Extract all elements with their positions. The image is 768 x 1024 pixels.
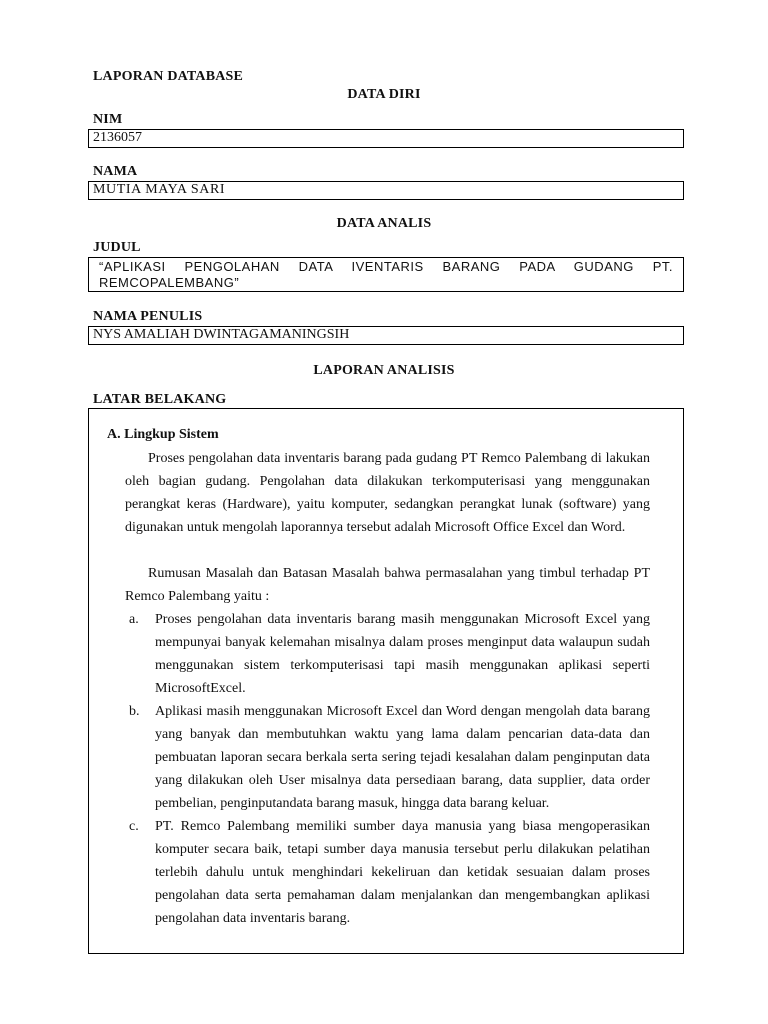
latar-belakang-box	[88, 408, 684, 954]
judul-line-2: REMCOPALEMBANG”	[99, 275, 240, 290]
list-item	[125, 700, 650, 815]
data-analis-heading: DATA ANALIS	[336, 216, 432, 231]
list-item-text: Aplikasi masih menggunakan Microsoft Excel dan Word dengan mengolah data barang yang banyak dan membutuhkan waktu yang lama dalam pencarian data-data dan pembuatan laporan secara berkala serta sering tejadi kesalahan dalam penginputan data yang dilakukan oleh User misalnya data persediaan barang, data supplier, data order pembelian, penginputandata barang masuk, hingga data barang keluar.	[155, 704, 650, 811]
judul-field	[88, 257, 684, 292]
penulis-field	[88, 326, 684, 345]
paragraph-1: Proses pengolahan data inventaris barang pada gudang PT Remco Palembang di lakukan oleh bagian gudang. Pengolahan data dilakukan terkomputerisasi yang menggunakan perangkat keras (Hardware), yaitu komputer, sedangkan perangkat lunak (software) yang digunakan untuk mengolah laporannya tersebut adalah Microsoft Office Excel dan Word.	[125, 451, 650, 535]
list-marker: c.	[129, 819, 139, 834]
data-diri-heading: DATA DIRI	[347, 87, 421, 102]
nama-field	[88, 181, 684, 200]
nama-value: MUTIA MAYA SARI	[93, 182, 226, 197]
report-title: LAPORAN DATABASE	[93, 69, 244, 84]
list-item-text: PT. Remco Palembang memiliki sumber daya manusia yang biasa mengoperasikan komputer secara baik, tetapi sumber daya manusia tersebut perlu dilakukan pelatihan terlebih dahulu untuk menghindari kekeliruan dan ketidak sesuaian dalam proses pengolahan data serta pemahaman dalam menjalankan dan mengembangkan aplikasi pengolahan data inventaris barang.	[155, 819, 650, 926]
judul-line-1: “APLIKASI PENGOLAHAN DATA IVENTARIS BARANG PADA GUDANG PT.	[99, 259, 673, 274]
penulis-value: NYS AMALIAH DWINTAGAMANINGSIH	[93, 327, 350, 342]
list-marker: b.	[129, 704, 140, 719]
nama-label: NAMA	[93, 164, 138, 179]
list-marker: a.	[129, 612, 139, 627]
nim-label: NIM	[93, 112, 123, 127]
laporan-analisis-heading: LAPORAN ANALISIS	[313, 363, 455, 378]
penulis-label: NAMA PENULIS	[93, 309, 203, 324]
judul-label: JUDUL	[93, 240, 141, 255]
list-item	[125, 815, 650, 930]
lingkup-sistem-title: A. Lingkup Sistem	[107, 427, 219, 442]
latar-belakang-label: LATAR BELAKANG	[93, 392, 227, 407]
list-item	[125, 608, 650, 700]
paragraph-2: Rumusan Masalah dan Batasan Masalah bahwa permasalahan yang timbul terhadap PT Remco Palembang yaitu :	[125, 566, 650, 604]
list-item-text: Proses pengolahan data inventaris barang masih menggunakan Microsoft Excel yang mempunyai banyak kelemahan misalnya dalam proses menginput data walaupun sudah menggunakan sistem terkomputerisasi tapi masih menggunakan aplikasi seperti MicrosoftExcel.	[155, 612, 650, 696]
nim-field	[88, 129, 684, 148]
nim-value: 2136057	[93, 130, 142, 145]
